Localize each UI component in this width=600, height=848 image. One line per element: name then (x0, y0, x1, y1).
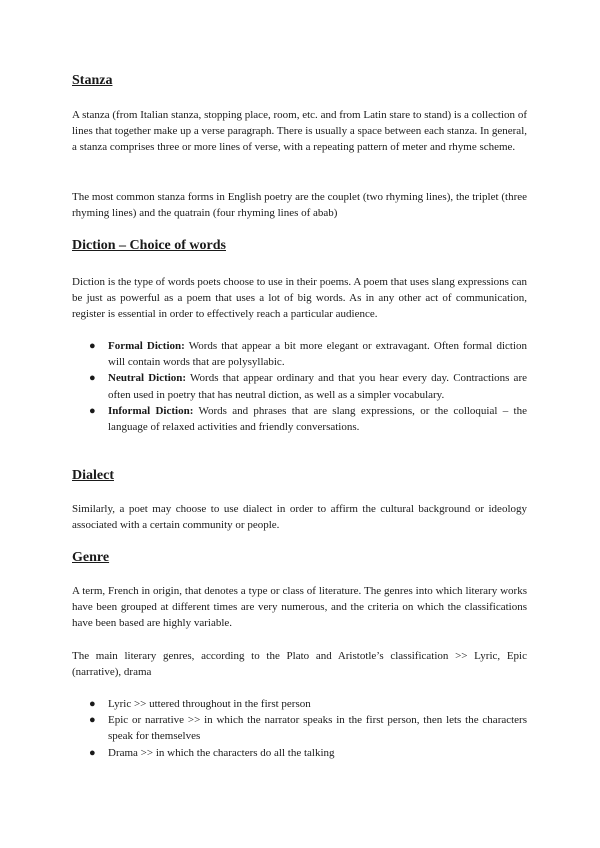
list-item (72, 712, 527, 744)
diction-term: Neutral Diction: (108, 372, 187, 385)
bullet-icon: ● (89, 698, 96, 710)
stanza-heading: Stanza (72, 73, 113, 88)
diction-term: Informal Diction: (108, 404, 194, 417)
bullet-icon: ● (89, 372, 96, 385)
genre-item: Lyric >> uttered throughout in the first person (108, 698, 311, 710)
bullet-icon: ● (89, 404, 96, 417)
diction-description: Words that appear ordinary and that you hear every day. Contractions are often used in poetry that has neutral diction, as well as a simpler vocabulary. (108, 372, 527, 401)
list-item (72, 338, 527, 370)
genre-paragraph-1: A term, French in origin, that denotes a type or class of literature. The genres into which literary works have been grouped at different times are very numerous, and the criteria on which the classifications have been based are highly variable. (72, 585, 527, 630)
genre-list (72, 696, 527, 761)
dialect-paragraph-1: Similarly, a poet may choose to use dialect in order to affirm the cultural background or ideology associated with a certain community or people. (72, 503, 527, 532)
genre-item: Epic or narrative >> in which the narrator speaks in the first person, then lets the characters speak for themselves (108, 714, 527, 743)
stanza-paragraph-2: The most common stanza forms in English poetry are the couplet (two rhyming lines), the triplet (three rhyming lines) and the quatrain (four rhyming lines of abab) (72, 191, 527, 220)
list-item (72, 696, 527, 712)
diction-description: Words and phrases that are slang expressions, or the colloquial – the language of relaxed activities and friendly conversations. (108, 404, 527, 434)
genre-paragraph-2: The main literary genres, according to the Plato and Aristotle’s classification >> Lyric, Epic (narrative), drama (72, 650, 527, 679)
bullet-icon: ● (89, 714, 96, 727)
stanza-paragraph-1: A stanza (from Italian stanza, stopping place, room, etc. and from Latin stare to stand) is a collection of lines that together make up a verse paragraph. There is usually a space between each stanza. In general, a stanza comprises three or more lines of verse, with a repeating pattern of meter and rhyme scheme. (72, 109, 527, 154)
genre-heading: Genre (72, 550, 110, 565)
list-item (72, 745, 527, 761)
diction-term: Formal Diction: (108, 340, 185, 352)
dialect-heading: Dialect (72, 468, 114, 483)
diction-list (72, 338, 527, 435)
diction-heading: Diction – Choice of words (72, 238, 226, 253)
bullet-icon: ● (89, 340, 96, 352)
diction-paragraph-1: Diction is the type of words poets choose to use in their poems. A poem that uses slang expressions can be just as powerful as a poem that uses a lot of big words. As in any other act of communication, register is essential in order to effectively reach a particular audience. (72, 276, 527, 321)
genre-item: Drama >> in which the characters do all the talking (108, 746, 335, 759)
bullet-icon: ● (89, 746, 96, 759)
list-item (72, 403, 527, 435)
diction-description: Words that appear a bit more elegant or extravagant. Often formal diction will contain words that are polysyllabic. (108, 340, 528, 369)
list-item (72, 370, 527, 402)
